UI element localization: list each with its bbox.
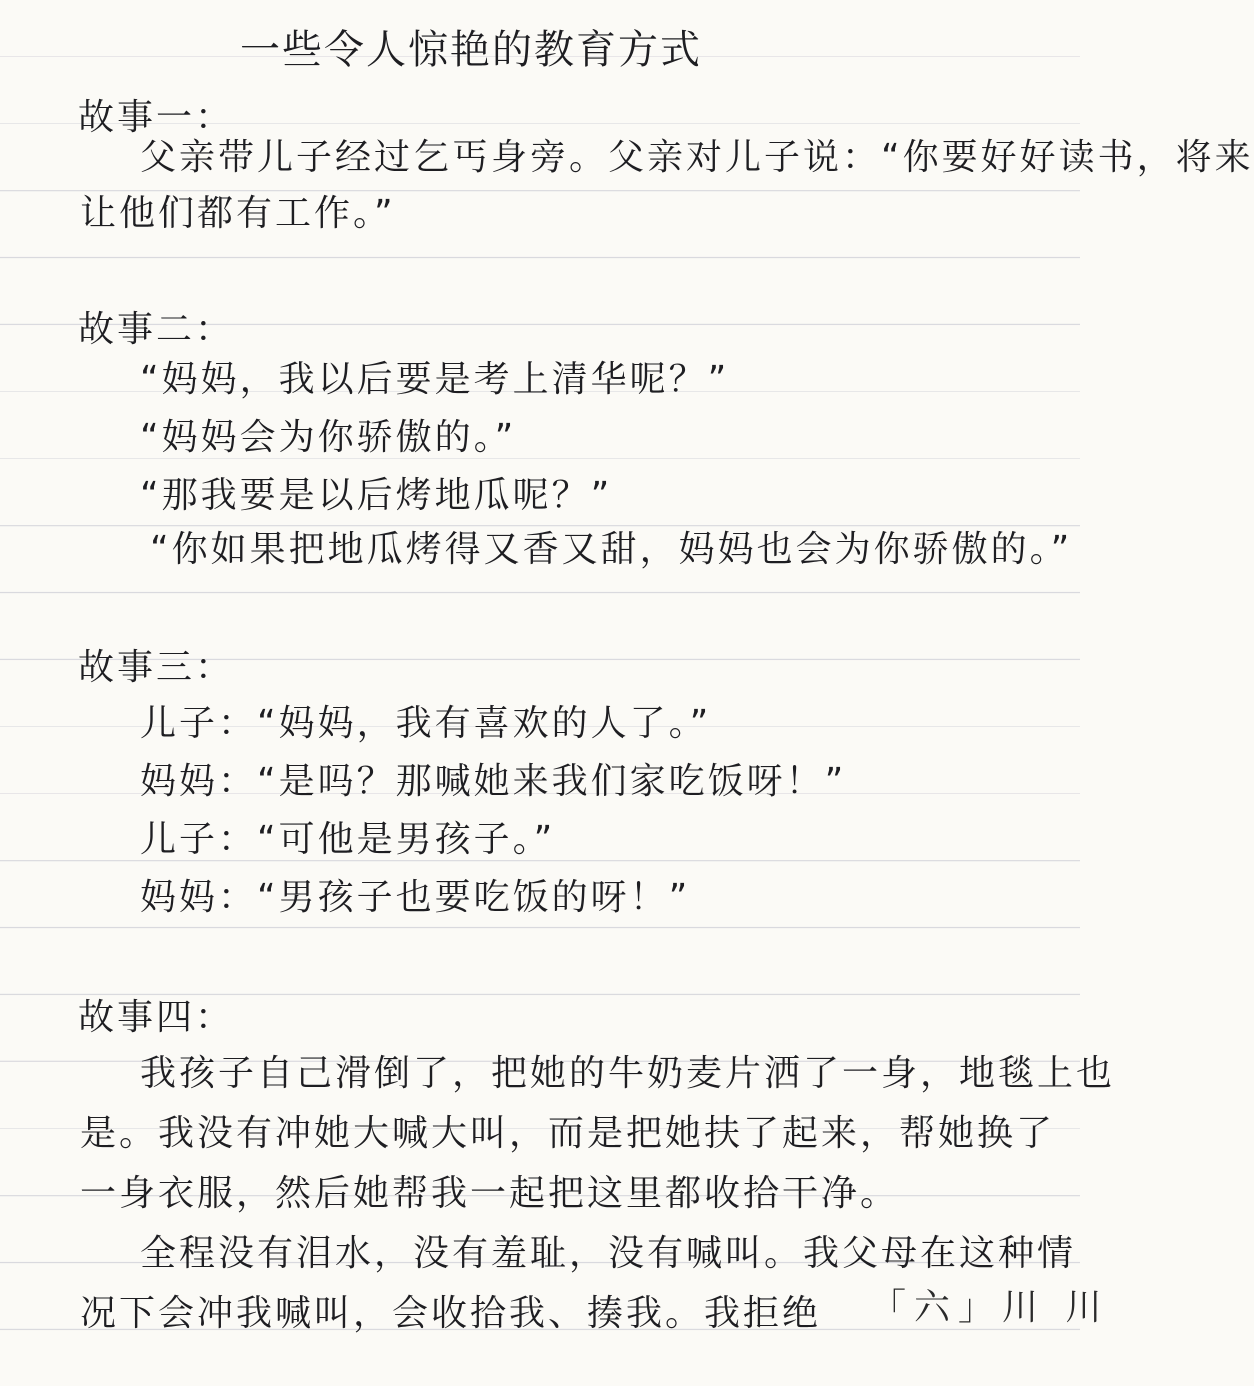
story-4-line-3: 一身衣服，然后她帮我一起把这里都收拾干净。 bbox=[80, 1173, 900, 1214]
story-3-line-3: 儿子：“可他是男孩子。” bbox=[140, 819, 556, 860]
story-2-heading: 故事二： bbox=[78, 309, 235, 350]
cutoff-marks: 「六」川 川 bbox=[870, 1287, 1110, 1328]
story-3-heading: 故事三： bbox=[78, 647, 235, 688]
story-2-line-2: “妈妈会为你骄傲的。” bbox=[140, 417, 517, 458]
story-4-line-2: 是。我没有冲她大喊大叫，而是把她扶了起来，帮她换了 bbox=[80, 1113, 1056, 1154]
story-3-line-1: 儿子：“妈妈，我有喜欢的人了。” bbox=[140, 703, 712, 744]
story-1-line-2: 让他们都有工作。” bbox=[80, 193, 396, 234]
story-4-line-5: 况下会冲我喊叫，会收拾我、揍我。我拒绝 bbox=[80, 1293, 822, 1334]
story-2-line-1: “妈妈，我以后要是考上清华呢？” bbox=[140, 359, 730, 400]
story-2-line-3: “那我要是以后烤地瓜呢？” bbox=[140, 475, 613, 516]
story-3-line-2: 妈妈：“是吗？那喊她来我们家吃饭呀！” bbox=[140, 761, 847, 802]
story-4-line-1: 我孩子自己滑倒了，把她的牛奶麦片洒了一身，地毯上也 bbox=[140, 1053, 1116, 1094]
page-title: 一些令人惊艳的教育方式 bbox=[240, 27, 702, 73]
story-4-line-4: 全程没有泪水，没有羞耻，没有喊叫。我父母在这种情 bbox=[140, 1233, 1077, 1274]
story-3-line-4: 妈妈：“男孩子也要吃饭的呀！” bbox=[140, 877, 691, 918]
story-1-heading: 故事一： bbox=[78, 97, 235, 138]
story-1-line-1: 父亲带儿子经过乞丐身旁。父亲对儿子说：“你要好好读书，将来 bbox=[140, 137, 1254, 178]
story-2-line-4: “你如果把地瓜烤得又香又甜，妈妈也会为你骄傲的。” bbox=[150, 529, 1073, 570]
story-4-heading: 故事四： bbox=[78, 997, 235, 1038]
